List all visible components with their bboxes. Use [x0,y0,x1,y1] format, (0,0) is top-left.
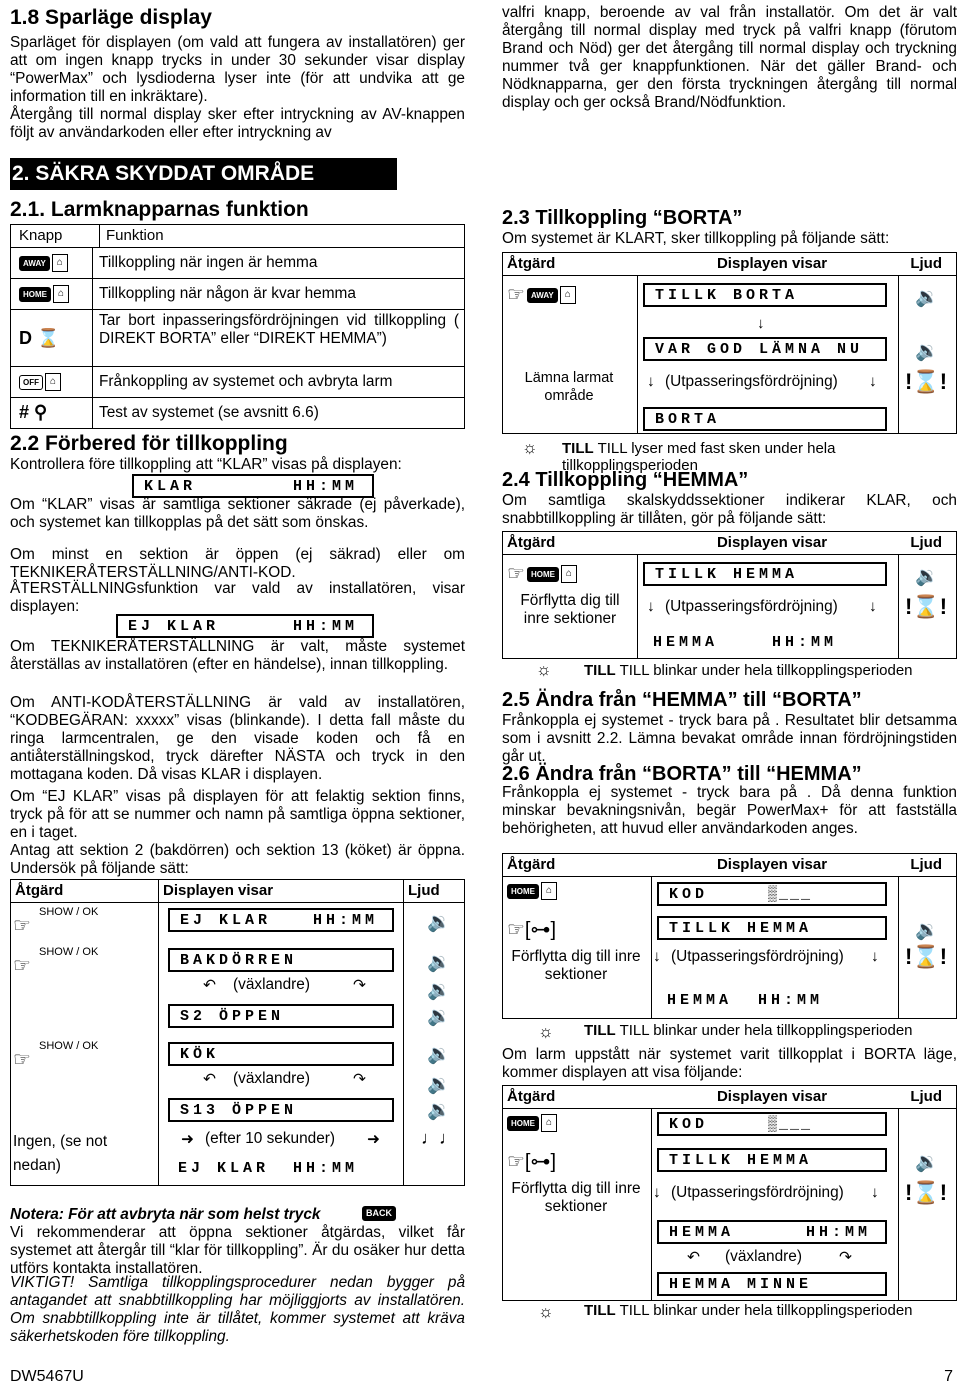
hand-press-icon: ☞ [13,955,31,977]
exit-delay-label: (Utpasseringsfördröjning) [665,598,838,615]
paragraph: Frånkoppla ej systemet - tryck bara på . Resultatet blir detsamma som i avsnitt 2.2. Lämna bevakat område innan fördröjningstiden går ut. [502,712,957,765]
paragraph: Frånkoppla ej systemet - tryck bara på . Då denna funktion minskar bevakningsnivån, begär PowerMax+ för att fastställa behörigheten, att huvud eller användarkoden anges. [502,784,957,837]
lcd-display: KOD ▒___ [657,882,887,906]
paragraph: Antag att sektion 2 (bakdörren) och sektion 13 (köket) är öppna. Undersök på följande sätt: [10,842,465,877]
header-action: Åtgärd [507,534,556,551]
code-table [502,853,957,1019]
exit-delay-label: (Utpasseringsfördröjning) [671,948,844,965]
lcd-display: HEMMA HH:MM [657,1220,887,1244]
paragraph: Om minst en sektion är öppen (ej säkrad) eller om TEKNIKERÅTERSTÄLLNING/ANTI-KOD. [10,546,465,581]
lcd-display: TILLK BORTA [643,283,887,307]
arrow-down-icon: ↓ [653,1184,661,1201]
arrow-down-icon: ↓ [757,315,765,332]
header-sound: Ljud [910,534,942,551]
hand-press-icon: ☞ [13,1049,31,1071]
lcd-display: VAR GOD LÄMNA NU [643,337,887,361]
table-header [503,854,956,877]
cycle-right-icon: ↷ [353,1071,366,1088]
header-function: Funktion [106,227,164,244]
away-table [502,252,957,434]
speaker-icon: 🔉 [427,980,451,1001]
show-ok-label: SHOW / OK [39,946,99,958]
beep-hourglass-icon: !⌛! [905,1180,948,1205]
table-row [11,367,464,398]
alarm-memory-table [502,1085,957,1301]
delay-label: (efter 10 sekunder) [205,1130,336,1147]
table-row [11,248,464,279]
header-sound: Ljud [910,1088,942,1105]
table-header [503,532,956,555]
leave-area-label: Lämna larmat område [524,370,614,404]
speaker-icon: 🔉 [427,1044,451,1065]
test-key-icon: # ⚲ [19,402,48,422]
lcd-display: TILLK HEMMA [643,562,887,586]
alternating-label: (växlandre) [233,976,310,993]
arrow-down-icon: ↓ [647,598,655,615]
zones-table [10,879,465,1186]
exit-delay-label: (Utpasseringsfördröjning) [671,1184,844,1201]
row-text: Test av systemet (se avsnitt 6.6) [99,404,319,421]
paragraph: Återgång till normal display sker efter intryckning av AV-knappen följt av användarkoden eller efter intryckning av [10,106,465,141]
speaker-icon: 🔉 [427,952,451,973]
move-inside-label: Förflytta dig till inre sektioner [511,948,641,983]
table-header [11,880,464,903]
paragraph: Kontrollera före tillkoppling att “KLAR” visas på displayen: [10,456,402,473]
home-key-icon[interactable]: HOME ⌂ [507,1114,557,1132]
cycle-left-icon: ↶ [687,1249,700,1266]
lcd-display: BORTA [643,407,887,431]
section-title: 2.5 Ändra från “HEMMA” till “BORTA” [502,689,862,711]
lcd-display: KOD ▒___ [657,1112,887,1136]
home-key-icon: HOME ⌂ [19,285,69,303]
lcd-display: S2 ÖPPEN [168,1004,394,1028]
enter-code-icon[interactable]: ☞[⊶] [507,1151,557,1173]
led-blink-icon: ☼ [536,660,552,679]
paragraph: Vi rekommenderar att öppna sektioner åtgärdas, vilket får systemet att återgår till “klar för tillkoppling”. Är du osäker hur detta utförs kontakta installatören. [10,1224,465,1277]
speaker-icon: 🔉 [427,1074,451,1095]
led-blink-icon: ☼ [538,1302,554,1321]
header-sound: Ljud [910,856,942,873]
home-key-icon[interactable]: ☞ HOME ⌂ [507,564,577,584]
lcd-display: HEMMA HH:MM [653,633,838,651]
row-text: Tillkoppling när någon är kvar hemma [99,285,356,302]
cycle-left-icon: ↶ [203,977,216,994]
paragraph: valfri knapp, beroende av val från installatör. Om det är valt återgång till normal display med tryck på valfri knapp (förutom Brand och Nöd) ger det återgång till normal display och tryckning nummer två ger knappfunktionen. När det gäller Brand- och Nödknapparna, ger den första tryckningen återgång till normal display och ger också Brand/Nödfunktion. [502,4,957,111]
lcd-display: S13 ÖPPEN [168,1098,394,1122]
header-key: Knapp [11,225,100,247]
section-title: 2.2 Förbered för tillkoppling [10,432,288,455]
paragraph: Om ANTI-KODÅTERSTÄLLNING är vald av installatören, “KODBEGÄRAN: xxxxx” visas (blinkande). I detta fall måste du ringa larmcentralen, ge den visade koden och få en antiåterställningskod, tryck därefter NÄSTA och tryck in den mottagana koden. Då visas KLAR i displayen. [10,694,465,783]
header-action: Åtgärd [507,1088,556,1105]
section-title: 2.4 Tillkoppling “HEMMA” [502,469,749,491]
speaker-icon: 🔉 [915,287,939,308]
table-header [503,253,956,276]
paragraph: Om “KLAR” visas är samtliga sektioner säkrade (ej påverkade), och systemet kan tillkopplas på det sätt som önskas. [10,496,465,531]
paragraph: Om systemet är KLART, sker tillkoppling på följande sätt: [502,230,890,247]
arrow-down-icon: ↓ [871,948,879,965]
arrow-down-icon: ↓ [869,598,877,615]
header-action: Åtgärd [507,856,556,873]
arrow-down-icon: ↓ [869,373,877,390]
led-status: TILL TILL blinkar under hela tillkopplingsperioden [584,1022,913,1039]
led-status: TILL TILL blinkar under hela tillkopplingsperioden [584,662,913,679]
paragraph: Sparläget för displayen (om vald att fungera av installatören) ger att om ingen knapp trycks in under 30 sekunder visar display “PowerMax” och lysdioderna lyser inte (för att undvika att ge information till en inkräktare). [10,34,465,105]
exit-delay-label: (Utpasseringsfördröjning) [665,373,838,390]
paragraph: ÅTERSTÄLLNINGsfunktion var vald av installatören, visar displayen: [10,580,465,615]
alternating-label: (växlandre) [233,1070,310,1087]
table-header [10,224,465,248]
music-note-icon: ♩♩ [421,1128,457,1148]
away-key-icon[interactable]: ☞ AWAY ⌂ [507,285,576,305]
section-title: 2.1. Larmknapparnas funktion [10,198,309,221]
section-title: 2.6 Ändra från “BORTA” till “HEMMA” [502,763,862,785]
lcd-display: HEMMA HH:MM [667,991,824,1009]
header-action: Åtgärd [507,255,556,272]
arrow-down-icon: ➜ [181,1131,194,1148]
arrow-down-icon: ↓ [871,1184,879,1201]
table-row [11,279,464,310]
footer-doc-id: DW5467U [10,1368,84,1385]
row-text: Tillkoppling när ingen är hemma [99,254,318,271]
move-inside-label: Förflytta dig till inre sektioner [511,1180,641,1215]
cycle-left-icon: ↶ [203,1071,216,1088]
header-display: Displayen visar [716,534,828,551]
beep-hourglass-icon: !⌛! [905,369,948,394]
arrow-down-icon: ➜ [367,1131,380,1148]
lcd-display: TILLK HEMMA [657,916,887,940]
speaker-icon: 🔉 [915,920,939,941]
header-display: Displayen visar [716,255,828,272]
header-display: Displayen visar [716,856,828,873]
paragraph: Om “EJ KLAR” visas på displayen för att felaktig sektion finns, tryck på för att se nummer och namn på samtliga öppna sektioner, en i taget. [10,788,465,841]
lcd-display: BAKDÖRREN [168,948,394,972]
header-display: Displayen visar [159,880,404,902]
row-text: Tar bort inpasseringsfördröjningen vid tillkoppling ( DIREKT BORTA” eller “DIREKT HEMMA”) [99,312,459,347]
table-header [503,1086,956,1109]
chapter-banner: 2. SÄKRA SKYDDAT OMRÅDE [10,158,397,190]
show-ok-label: SHOW / OK [39,1040,99,1052]
off-key-icon: OFF ⌂ [19,373,61,391]
paragraph: Om larm uppstått när systemet varit tillkopplat i BORTA läge, kommer displayen att visa följande: [502,1046,957,1081]
home-key-icon[interactable]: HOME ⌂ [507,882,557,900]
lcd-display: EJ KLAR HH:MM [178,1159,359,1177]
led-blink-icon: ☼ [538,1022,554,1041]
row-text: Frånkoppling av systemet och avbryta larm [99,373,393,390]
header-sound: Ljud [408,882,440,899]
paragraph: VIKTIGT! Samtliga tillkopplingsprocedurer nedan bygger på antagandet att snabbtillkoppling har möjliggjorts av installatören. Om snabbtillkoppling inte är tillåtet, kommer systemet att kräva säkerhetskoden före tillkoppling. [10,1274,465,1345]
away-key-icon: AWAY ⌂ [19,254,68,272]
page-number: 7 [944,1368,953,1385]
led-on-icon: ☼ [522,438,538,457]
instant-key-icon: D ⌛ [19,328,60,348]
led-status: TILL TILL lyser med fast sken under hela tillkopplingsperioden [562,440,836,474]
header-sound: Ljud [910,255,942,272]
beep-hourglass-icon: !⌛! [905,594,948,619]
show-ok-label: SHOW / OK [39,906,99,918]
speaker-icon: 🔉 [427,1006,451,1027]
arrow-down-icon: ↓ [647,373,655,390]
speaker-icon: 🔉 [915,566,939,587]
cycle-right-icon: ↷ [353,977,366,994]
lcd-display: KÖK [168,1042,394,1066]
lcd-display: EJ KLAR HH:MM [168,908,394,932]
section-title: 2.3 Tillkoppling “BORTA” [502,207,743,229]
hand-press-icon: ☞ [13,915,31,937]
speaker-icon: 🔉 [915,1152,939,1173]
table-row [11,398,464,428]
beep-hourglass-icon: !⌛! [905,944,948,969]
alternating-label: (växlandre) [725,1248,802,1265]
table-row [11,310,464,367]
move-inside-label: Förflytta dig till inre sektioner [520,592,620,627]
home-table [502,531,957,659]
header-display: Displayen visar [716,1088,828,1105]
arrow-down-icon: ↓ [653,948,661,965]
back-key-icon: BACK [362,1206,396,1221]
lcd-display: KLAR HH:MM [132,474,374,498]
led-status: TILL TILL blinkar under hela tillkopplingsperioden [584,1302,913,1319]
note-line: Notera: För att avbryta när som helst tryck [10,1206,321,1223]
cycle-right-icon: ↷ [839,1249,852,1266]
lcd-display: TILLK HEMMA [657,1148,887,1172]
speaker-icon: 🔉 [915,341,939,362]
speaker-icon: 🔉 [427,912,451,933]
speaker-icon: 🔉 [427,1100,451,1121]
header-action: Åtgärd [11,880,159,902]
lcd-display: HEMMA MINNE [657,1272,887,1296]
paragraph: Om TEKNIKERÅTERSTÄLLNING är valt, måste systemet återställas av installatören (efter en händelse), innan tillkoppling. [10,638,465,673]
table-body [10,248,465,429]
enter-code-icon[interactable]: ☞[⊶] [507,919,557,941]
lcd-display: EJ KLAR HH:MM [116,614,374,638]
section-title: 1.8 Sparläge display [10,6,212,29]
paragraph: Om samtliga skalskyddssektioner indikerar KLAR, och snabbtillkoppling är tillåten, gör på följande sätt: [502,492,957,527]
key-function-table [10,224,465,428]
no-action-label: Ingen, (se not nedan) [13,1133,108,1174]
